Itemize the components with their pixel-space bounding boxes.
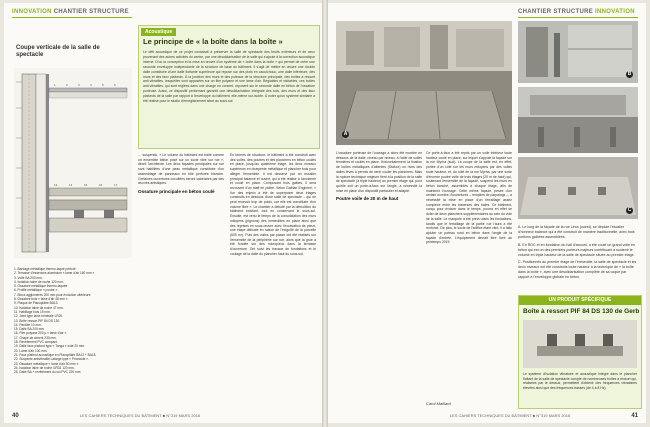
right-page — [328, 3, 646, 423]
legend-item: 20. Lame d'air 100 mm. — [14, 348, 48, 353]
product-title: Boîte à ressort PIF 84 DS 130 de Gerb — [523, 308, 640, 315]
legend-item: 12. Joint type laine minérale LR20. — [14, 314, 64, 319]
photo-illustration — [518, 87, 638, 153]
photo-illustration — [518, 21, 638, 83]
article-column-3 — [336, 151, 422, 204]
svg-text:13: 13 — [54, 183, 58, 187]
folio-text: LES CAHIERS TECHNIQUES DU BÂTIMENT ■ N°319 MARS 2016 — [449, 413, 571, 418]
paragraph: … suspendu. « Le volume du bâtiment est traité comme un ensemble bâton posé sur un socle vitré sur rue », décrit l'architecte. Les deux façades principales sur rue sont habillées d'une peau métallique constituée d'un assemblage de panneaux en tôle perforée blanche. Certaines ouvertures occultées seront valorisées par des œuvres artistiques. — [138, 153, 224, 186]
svg-text:4: 4 — [90, 83, 92, 87]
photo-illustration — [518, 157, 638, 219]
page-number: 41 — [631, 413, 638, 419]
construction-photo-interior — [336, 21, 512, 145]
legend-item: 9. Plaque de Placoplâtre BA13. — [14, 301, 59, 306]
paragraph: L'ossature porteuse de l'ouvrage a alors été montée en dessous de la dalle, niveau par niveau, à l'aide de voiles fermières et coulés en place. Horizontalement, la fixation de boîtes métalliques d'attentes (Stabox) on rives des dalles lèves à permis de venir couler les planchers. Mais la rupture technique majeure tient à la position de la salle de spectacle (à triple hauteur) au premier étage qui, pour qu'elle soit un porte-à-faux sur l'angle, a nécessité la mise en place d'un dispositif particulier et adapté. — [336, 151, 422, 193]
product-photo — [523, 320, 637, 368]
section-tag: INNOVATION — [595, 9, 635, 15]
svg-text:3: 3 — [78, 83, 80, 87]
box-title: Le principe de « la boîte dans la boîte » — [143, 37, 283, 46]
legend-item: 4. Isolation laine de roche 120 mm. — [14, 279, 64, 284]
legend-item: 25. Dalle BA + revêtement du sol PVC 220 mm. — [14, 370, 82, 375]
legend-item: 5. Ossature métallique thermo-laquée. — [14, 284, 69, 289]
svg-text:17: 17 — [114, 183, 118, 187]
svg-text:6: 6 — [114, 83, 116, 87]
subheading: Poutre voile de 20 m de haut — [336, 196, 399, 202]
photo-marker-c: C — [627, 207, 632, 213]
legend-item: 11. Habillage bois 19 mm. — [14, 309, 51, 314]
legend-item: 8. Ossature bois « laine d'air 48 mm ». — [14, 297, 69, 302]
folio-text: LES CAHIERS TECHNIQUES DU BÂTIMENT ■ N°319 MARS 2016 — [79, 413, 201, 418]
article-column-2 — [230, 153, 316, 259]
legend-item: 2. Terrasse d'essences aluminium « lame d'air 160 mm ». — [14, 271, 96, 276]
box-body: Le défi acoustique de ce projet consistait à préserver la salle de spectacle des bruits extérieurs et de ceux provenant des autres activités du centre, par une désolidarisation de la salle qui s'ajoute à la correction acoustique interne. D'où la conception et la mise en œuvre d'un système de « boîte dans la boîte » qui permet de créer une seconde enveloppe indépendante de la structure de base du bâtiment. Il s'agit de mettre en œuvre une double dalle constituée d'une dalle flottante supérieure qui repose sur des plots en caoutchouc, une dalle inférieure, des murs et des faux plafonds. À la jonction des murs et des poteaux de la structure principale, des boîtes à ressort anti-vibratiles, lesquelles sont apposées sur un film polyane et une lame d'air. Réglables et visitables, ces boîtes anti-vibratiles, qui sont réglées dans une charge en concert, reposent sur le seconde dalle en béton de l'ossature porteuse. Aussi, ce dispositif performant garantit une désolidarisation intégrale des sols, des murs et des faux plafonds de la salle par rapport à l'enveloppe du bâtiment, elle-même sur-isolée. À noter qu'un système similaire a été réalisé pour le studio d'enregistrement situé au sous-sol. — [143, 50, 315, 104]
svg-text:2: 2 — [66, 83, 68, 87]
legend-item: 13. Boîte ressort PIF 84 DS 130. — [14, 318, 61, 323]
section-sub: CHANTIER STRUCTURE — [518, 9, 594, 15]
acoustic-box — [138, 25, 320, 149]
article-column-1 — [138, 153, 224, 196]
legend-item: 17. Chape de ciment 230 mm. — [14, 335, 57, 340]
section-sub: CHANTIER STRUCTURE — [53, 9, 129, 15]
construction-photo-formwork — [518, 21, 638, 83]
section-header — [12, 9, 129, 15]
section-header — [518, 9, 635, 15]
legend-item: 10. Isolation laine de roche 47 mm. — [14, 305, 64, 310]
svg-text:15: 15 — [84, 183, 88, 187]
legend-item: 7. Blocs agglomérés 200 mm pour évolution ultérieure. — [14, 292, 92, 297]
author-signature: Carol Maillard — [426, 401, 451, 406]
page-folio — [450, 413, 638, 419]
paragraph: Ce porte-à-faux a été repris par un voile intérieur toute hauteur coulé en place, sur lequel s'appuie la façade sur la rue Myrha (sud). La coupe de la salle est, en effet, portée d'un côté sur les murs mitoyens par des voiles toute hauteur, et, du côté de la rue Myrha, par une sorte d'énorme poutre voile de trois étages (20 m de haut) qui, soutenant l'ensemble de la façade, suspend les murs en béton banché, assemblés à chaque étage, afin de maintenir l'ouvrage. Cette même façade, pesée d'un certain nombre d'ouvertures – remplies de parpaings –, a nécessité la mise en place d'un ferraillage assez complexe entre les traverses des baies. Ce bâtiment, conçu pour évoluer dans le temps, pourra en effet se doter de deux planchers supplémentaires au sein du vide de la salle. Le marquée a été prévu dans les fondations, tandis que le ferraillage de la partie rue l'aura a été renforcé. De plus, le socle de l'édifice étant vitré, il a fallu ajouter un poteau rond en béton dans l'angle de la façade d'entrée. L'équipement devrait être livré au printemps 2019. — [426, 151, 512, 245]
construction-photo-hall — [518, 87, 638, 153]
caption-c: C. Positionnés au premier étage de l'immeuble, la salle de spectacle et les deux niveaux ont été construits toute hauteur à la technique de « la boîte dans la boîte », avec une désolidarisation complète de sa coque par rapport à l'enveloppe globale en béton. — [518, 260, 637, 280]
legend-item: 15. Dalle BA 200 mm. — [14, 327, 45, 332]
section-diagram — [14, 68, 132, 258]
photo-illustration — [336, 21, 512, 145]
legend-item: 24. Isolation laine de roche GR32 120 mm. — [14, 365, 75, 370]
page-folio — [12, 413, 200, 419]
legend-item: 23. Ossature métallique « lame d'air 50 mm ». — [14, 361, 80, 366]
subheading: Ossature principale en béton coulé — [138, 188, 215, 194]
legend-item: 19. Dalle faux plafond type « Tonga » cote 20 mm. — [14, 344, 85, 349]
product-body: Le système d'isolation vibratoire et acoustique intégré dans le plancher flottant de la salle de spectacle compte de nombreuses boîtes à ressort qui, réalisées par le dessus, permettent d'obtenir des fréquences vibratoires élevées ainsi que des fréquences basses (de 4 à 8 Hz). — [523, 372, 637, 391]
figure-title: Coupe verticale de la salle de spectacle — [16, 45, 100, 58]
photo-marker-a: A — [343, 131, 348, 137]
left-page — [4, 3, 322, 423]
header-rule — [12, 17, 132, 18]
caption-a: A. Le long de la façade de la rue Léon (ouest), se déploie l'escalier d'honneur balancé qui a été construit de manière traditionnelle, avec trois portions galbées assemblées. — [518, 225, 635, 239]
construction-photo-salle — [518, 157, 638, 219]
spring-box-illustration — [523, 320, 637, 368]
caption-b: B. En RDC et en fondation du hall d'accueil, a été coulé un grand voile en béton qui est un des premiers porteurs majeurs contribuant à soutenir le volume en triple hauteur de la salle de spectacle située au premier étage. — [518, 242, 635, 257]
svg-text:14: 14 — [69, 183, 73, 187]
legend-item: 6. Profilé métallique « poutre ». — [14, 288, 59, 293]
product-tag: UN PRODUIT SPÉCIFIQUE — [519, 296, 641, 305]
paragraph: En termes de structure, le bâtiment a été construit avec des voiles, des poutres et des planchers en béton coulés en place, jusqu'au quatrième étage, les deux niveaux supérieurs en charpente métallique et plancher bois pour alléger l'ensemble. Il est desservi par un escalier principal balancé et ouvert, qui a été réalisé à l'ancienne et coulé en place. Composant trois galbes, il sera recouvert d'un staff en plâtre. Selon Gaëtan Engimeri, « l'un des enjeux a été de superposer deux étages construits en dessous d'une salle de spectacle – qui ne peut recevoir trop de poids, car elle est constituée d'un volume libre ». Le chantier a débuté par la démolition du bâtiment existant, tout en conservant le sous-sol. Ensuite, est venu le temps de la consolidation des murs mitoyens (pignons) des immeubles en place ainsi que des reprises en sous-œuvre avec l'excavation de pieux, une étape délicate en raison de l'exiguïté de la parcelle (600 m²). Puis des voiles par passe ont été réalisés sur l'ensemble de la périphérie sur rue, alors que la grue a été fondée sur des micropieux dans la terrasse d'ouverture. Ont suivi les travaux de fondations et le coulage de la dalle du plancher haut du sous-sol. — [230, 153, 316, 256]
header-rule — [518, 17, 638, 18]
article-column-4 — [426, 151, 512, 248]
product-box — [518, 295, 642, 409]
svg-text:1: 1 — [54, 83, 56, 87]
section-tag: INNOVATION — [12, 9, 52, 15]
legend-item: 18. Revêtement PVC compact. — [14, 340, 58, 345]
svg-text:5: 5 — [102, 83, 104, 87]
photo-captions — [518, 225, 638, 283]
photo-marker-b: B — [627, 71, 632, 77]
legend-item: 1. Bardage métallique thermo-laqué perforé. — [14, 267, 77, 271]
legend-item: 3. Voile BA 200 mm. — [14, 275, 43, 280]
box-tag: Acoustique — [141, 28, 176, 36]
legend-item: 14. Pantôle 10 mm. — [14, 322, 42, 327]
legend-item: 16. Film polyane 200 µ « lame d'air ». — [14, 331, 68, 336]
legend-item: 21. Faux plafond acoustique en Placoplâtre BA13 + BA18. — [14, 352, 97, 357]
svg-text:16: 16 — [99, 183, 103, 187]
diagram-legend — [14, 267, 134, 374]
legend-item: 22. Suspente antivibratile Lafarge type « Phonoste ». — [14, 357, 89, 362]
page-number: 40 — [12, 413, 19, 419]
